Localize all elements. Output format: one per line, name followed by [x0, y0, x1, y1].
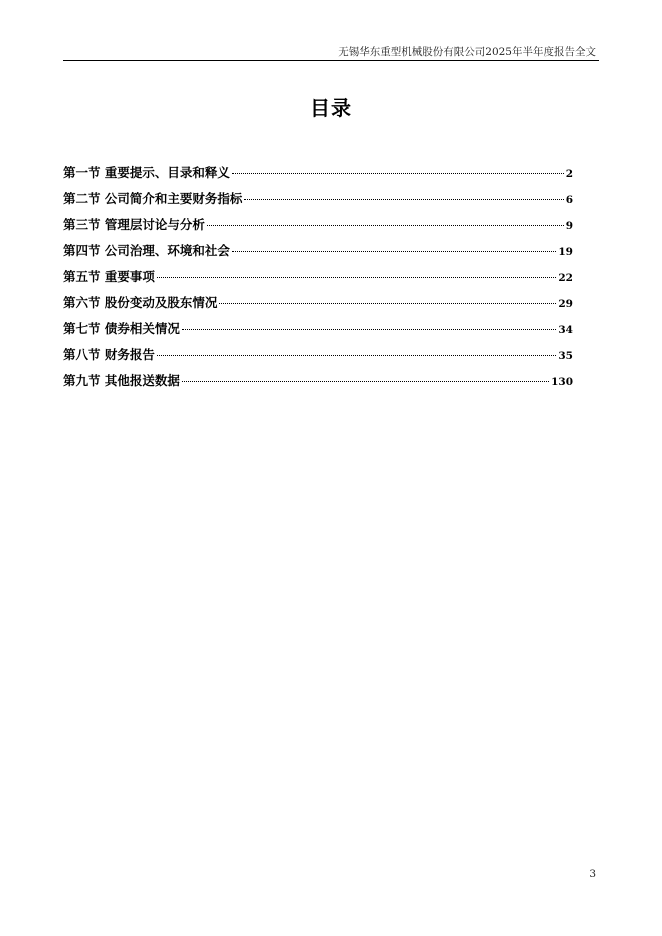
toc-entry-label: 第一节 重要提示、目录和释义 — [63, 165, 230, 180]
header-rule — [63, 60, 599, 61]
toc-dot-leader — [232, 251, 557, 252]
toc-entry[interactable] — [63, 371, 573, 397]
toc-entry-page: 9 — [565, 220, 573, 232]
toc-entry-page: 2 — [565, 168, 573, 180]
toc-dot-leader — [182, 329, 557, 330]
page-number: 3 — [589, 868, 596, 880]
toc-entry-page: 29 — [558, 298, 573, 310]
toc-entry[interactable] — [63, 319, 573, 345]
toc-entry[interactable] — [63, 163, 573, 189]
table-of-contents — [63, 163, 573, 397]
toc-entry-label: 第三节 管理层讨论与分析 — [63, 217, 205, 232]
toc-entry[interactable] — [63, 345, 573, 371]
toc-entry[interactable] — [63, 241, 573, 267]
toc-dot-leader — [232, 173, 564, 174]
toc-entry-page: 34 — [558, 324, 573, 336]
toc-entry-label: 第七节 债券相关情况 — [63, 321, 180, 336]
toc-dot-leader — [207, 225, 564, 226]
toc-entry-label: 第二节 公司简介和主要财务指标 — [63, 191, 243, 206]
toc-entry-label: 第四节 公司治理、环境和社会 — [63, 243, 230, 258]
toc-entry[interactable] — [63, 293, 573, 319]
running-header: 无锡华东重型机械股份有限公司2025年半年度报告全文 — [338, 46, 596, 58]
toc-entry-page: 22 — [558, 272, 573, 284]
toc-entry[interactable] — [63, 189, 573, 215]
toc-dot-leader — [244, 199, 563, 200]
toc-entry[interactable] — [63, 215, 573, 241]
toc-dot-leader — [157, 277, 557, 278]
page-title: 目录 — [310, 96, 352, 120]
toc-dot-leader — [157, 355, 557, 356]
toc-entry-label: 第八节 财务报告 — [63, 347, 155, 362]
toc-entry-label: 第五节 重要事项 — [63, 269, 155, 284]
toc-entry-label: 第六节 股份变动及股东情况 — [63, 295, 218, 310]
toc-dot-leader — [182, 381, 549, 382]
toc-entry-label: 第九节 其他报送数据 — [63, 373, 180, 388]
toc-entry[interactable] — [63, 267, 573, 293]
toc-entry-page: 6 — [565, 194, 573, 206]
toc-entry-page: 19 — [558, 246, 573, 258]
toc-entry-page: 130 — [551, 376, 573, 388]
toc-dot-leader — [219, 303, 556, 304]
toc-entry-page: 35 — [558, 350, 573, 362]
